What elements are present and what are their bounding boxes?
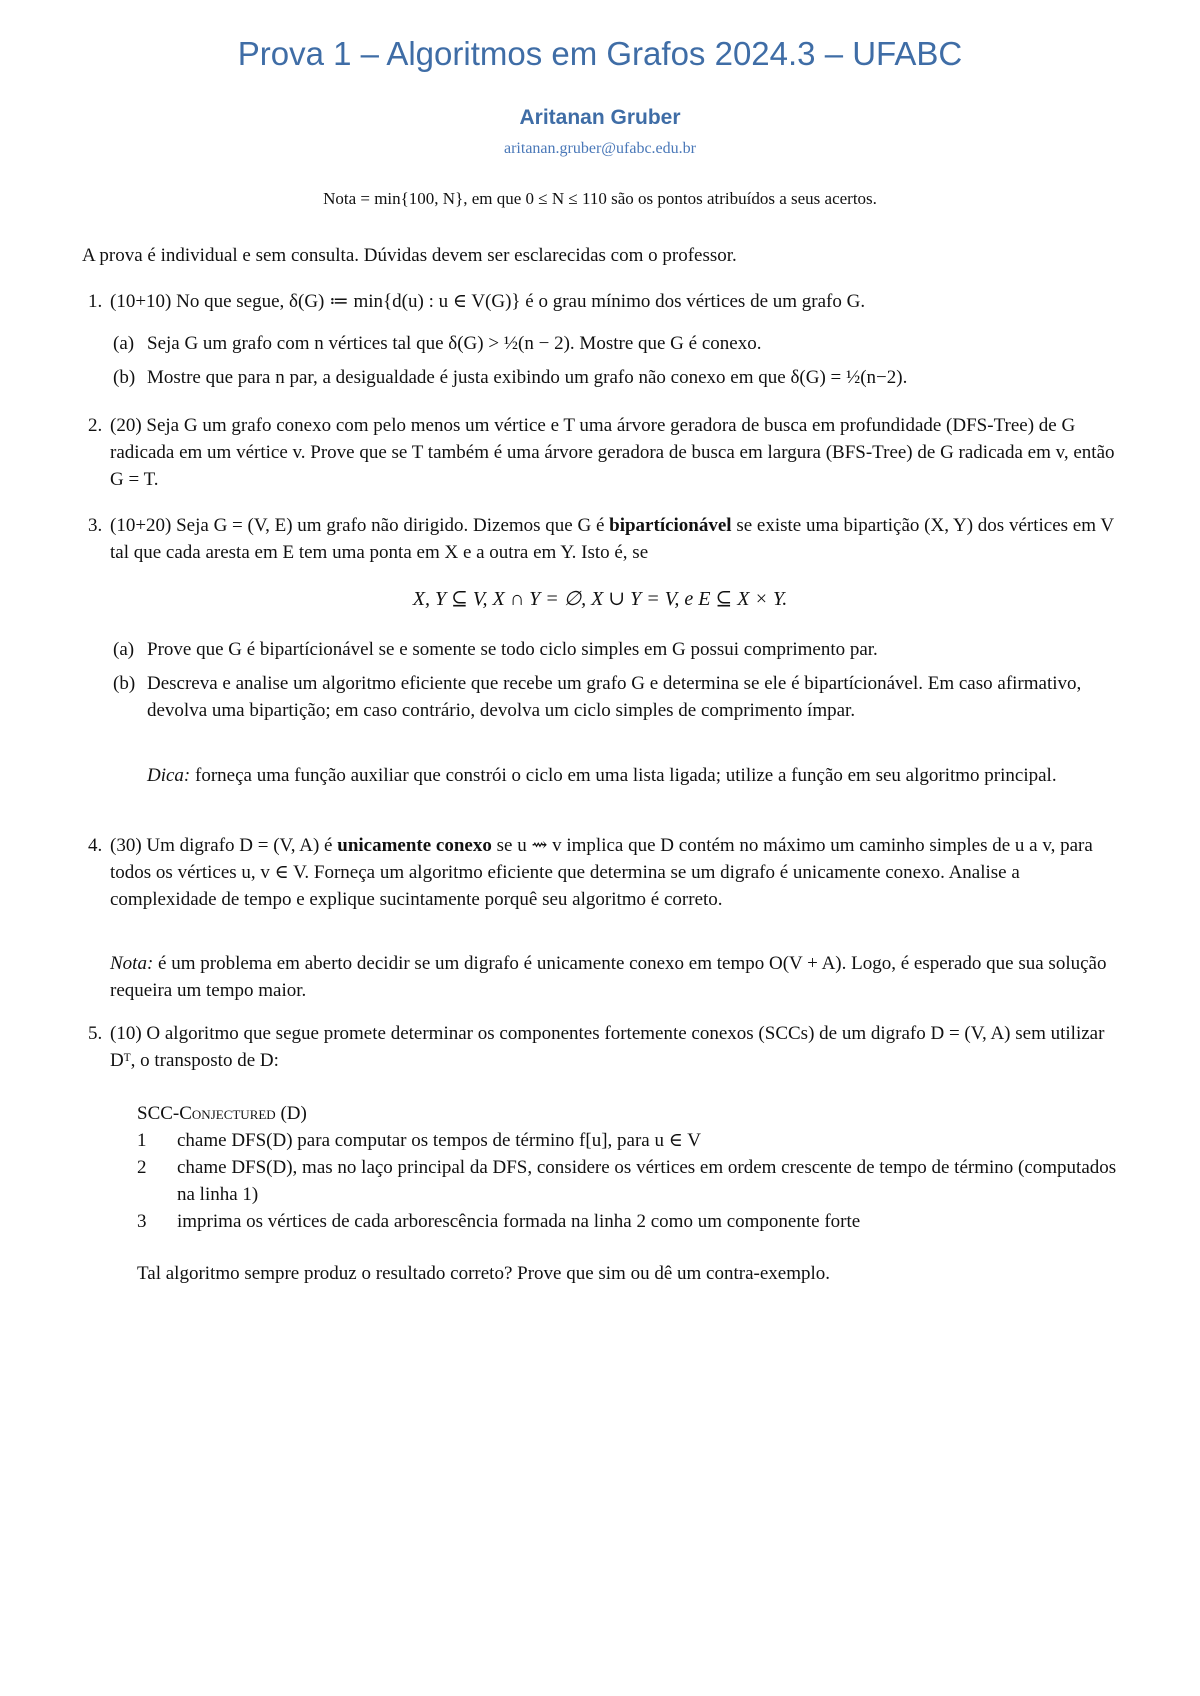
intro-text: A prova é individual e sem consulta. Dúvidas devem ser esclarecidas com o professor. (82, 245, 737, 266)
subitem-text: Descreva e analise um algoritmo eficiente que recebe um grafo G e determina se ele é bipartícionável. Em caso afirmativo, devolva uma bipartição; em caso contrário, devolva um ciclo simples de comprimento ímpar. (147, 673, 1082, 721)
question-3 (88, 512, 1130, 566)
text-segment: se u ⇝ v implica que D contém no máximo um caminho simples de u a v, para todos os vértices u, v ∈ V. Forneça um algoritmo eficiente que determina se um digrafo é unicamente conexo. Analise a complexidade de tempo e explique sucintamente porquê seu algoritmo é correto. (110, 835, 1093, 910)
subitem-label: (a) (113, 333, 135, 354)
question-text: (10+10) No que segue, δ(G) ≔ min{d(u) : u ∈ V(G)} é o grau mínimo dos vértices de um grafo G. (110, 291, 866, 312)
question-5 (88, 1020, 1130, 1074)
text-segment: é um problema em aberto decidir se um digrafo é unicamente conexo em tempo O(V + A). Logo, é esperado que sua solução requeira um tempo maior. (110, 953, 1107, 1001)
question-1b (113, 364, 1129, 391)
text-segment: forneça uma função auxiliar que constrói o ciclo em uma lista ligada; utilize a função em seu algoritmo principal. (190, 765, 1057, 786)
subitem-text: Seja G um grafo com n vértices tal que δ(G) > ½(n − 2). Mostre que G é conexo. (147, 333, 762, 354)
subitem-label: (b) (113, 673, 136, 694)
text-segment: se existe uma bipartição (X, Y) dos vértices em V tal que cada aresta em E tem uma ponta em X e a outra em Y. Isto é, se (110, 515, 1114, 563)
question-number: 3. (88, 515, 103, 536)
subitem-text: Mostre que para n par, a desigualdade é justa exibindo um grafo não conexo em que δ(G) = ½(n−2). (147, 367, 908, 388)
author-name: Aritanan Gruber (519, 106, 681, 129)
bipartition-formula: X, Y ⊆ V, X ∩ Y = ∅, X ∪ Y = V, e E ⊆ X × Y. (412, 588, 788, 610)
grade-rule: Nota = min{100, N}, em que 0 ≤ N ≤ 110 são os pontos atribuídos a seus acertos. (323, 189, 877, 208)
line-number: 1 (137, 1130, 147, 1151)
question-3a (113, 636, 1129, 663)
page-title: Prova 1 – Algoritmos em Grafos 2024.3 – UFABC (237, 35, 963, 72)
defined-term: unicamente conexo (337, 835, 492, 856)
question-text: (20) Seja G um grafo conexo com pelo menos um vértice e T uma árvore geradora de busca em profundidade (DFS-Tree) de G radicada em um vértice v. Prove que se T também é uma árvore geradora de busca em largura (BFS-Tree) de G radicada em v, então G = T. (110, 415, 1115, 490)
question-text (110, 512, 1130, 566)
question-number: 2. (88, 415, 103, 436)
line-text: chame DFS(D) para computar os tempos de término f[u], para u ∈ V (177, 1130, 701, 1151)
line-text: chame DFS(D), mas no laço principal da DFS, considere os vértices em ordem crescente de tempo de término (computados na linha 1) (177, 1157, 1117, 1205)
question-text (110, 832, 1130, 913)
question-number: 1. (88, 291, 103, 312)
text-segment: (30) Um digrafo D = (V, A) é (110, 835, 338, 856)
line-number: 3 (137, 1211, 147, 1232)
question-1a (113, 330, 1129, 357)
note-text (110, 950, 1130, 1004)
question-2 (88, 412, 1130, 493)
question-1 (88, 288, 1130, 315)
text-segment: (10+20) Seja G = (V, E) um grafo não dirigido. Dizemos que G é (110, 515, 610, 536)
hint-text (147, 762, 1129, 789)
closing-question: Tal algoritmo sempre produz o resultado correto? Prove que sim ou dê um contra-exemplo. (137, 1263, 831, 1284)
author-email-link[interactable]: aritanan.gruber@ufabc.edu.br (504, 140, 696, 157)
question-4 (88, 832, 1130, 913)
note-label: Nota: (110, 953, 154, 974)
question-4-note (110, 950, 1130, 1004)
question-number: 4. (88, 835, 103, 856)
subitem-label: (a) (113, 639, 135, 660)
hint-label: Dica: (147, 765, 191, 786)
line-number: 2 (137, 1157, 147, 1178)
question-3b (113, 670, 1129, 724)
line-text: imprima os vértices de cada arborescência formada na linha 2 como um componente forte (177, 1211, 861, 1232)
subitem-label: (b) (113, 367, 136, 388)
algorithm-name: SCC-Conjectured (D) (137, 1103, 307, 1124)
defined-term: bipartícionável (609, 515, 732, 536)
question-text: (10) O algoritmo que segue promete determinar os componentes fortemente conexos (SCCs) de um digrafo D = (V, A) sem utilizar Dᵀ, o transposto de D: (110, 1023, 1105, 1071)
question-3-hint (147, 762, 1129, 789)
question-number: 5. (88, 1023, 103, 1044)
subitem-text: Prove que G é bipartícionável se e somente se todo ciclo simples em G possui comprimento par. (147, 639, 878, 660)
